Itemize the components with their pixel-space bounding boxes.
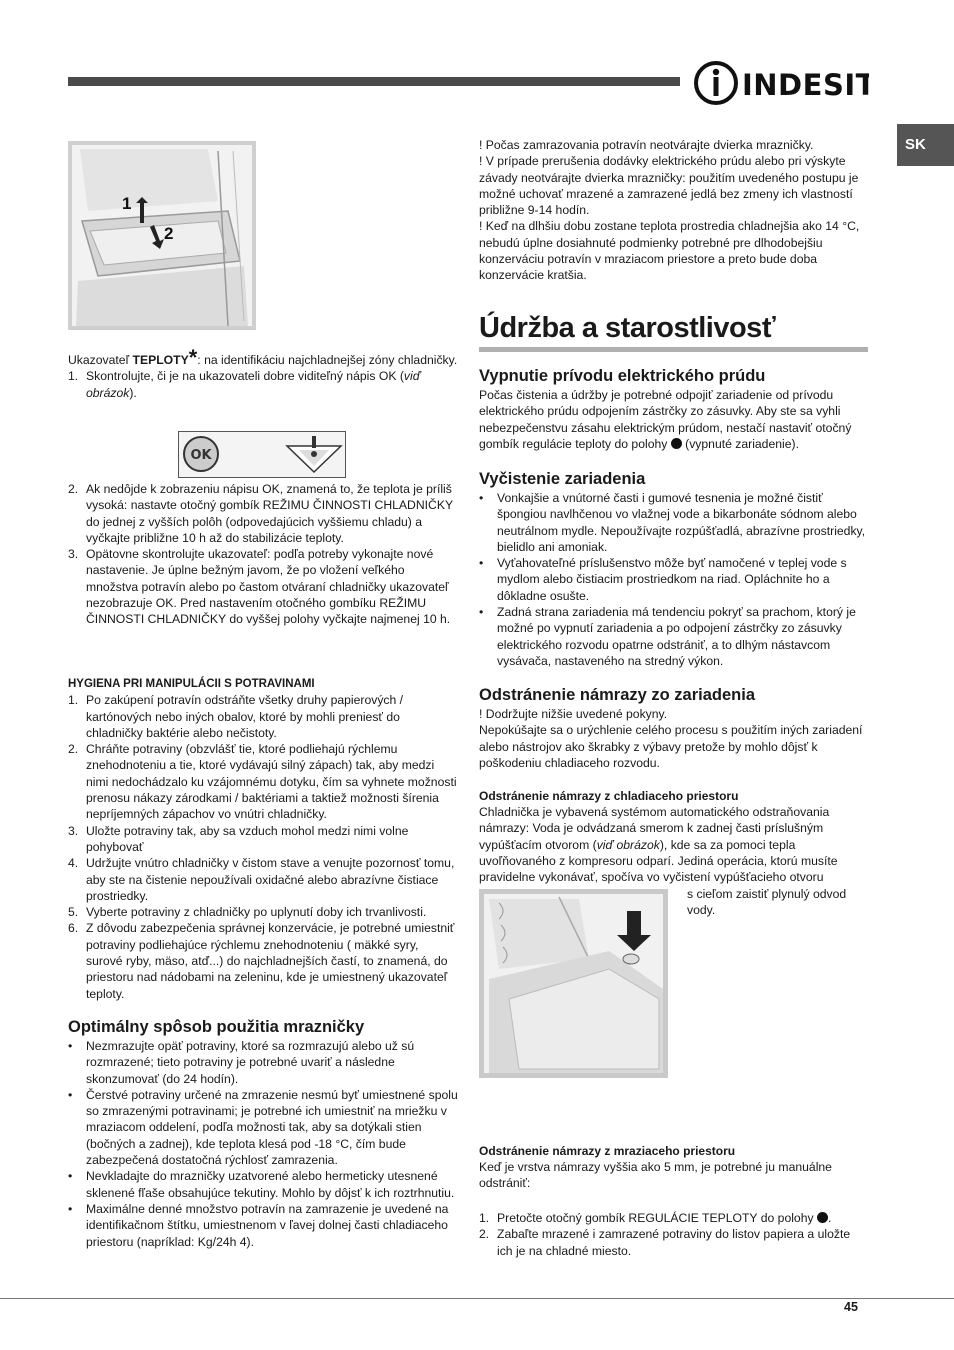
- list-item: • Maximálne denné množstvo potravín na zamrazenie je uvedené na identifikačnom štítku, umiestnenom v ľavej dolnej časti chladiaceho priestoru (napríklad: Kg/24h 4).: [68, 1201, 449, 1249]
- freezer-defrost-title: Odstránenie námrazy z mraziaceho priestoru: [479, 1144, 736, 1158]
- page-number: 45: [844, 1300, 858, 1314]
- list-item: 1. Pretočte otočný gombík REGULÁCIE TEPLOTY do polohy .: [479, 1211, 832, 1225]
- shelf-figure: [68, 141, 256, 330]
- list-item: • Nevkladajte do mrazničky uzatvorené alebo hermeticky utesnené sklenené fľaše obsahujúce tekutiny. Mohlo by dôjsť k ich roztrhnutiu.: [68, 1169, 455, 1200]
- language-tab: SK: [897, 124, 954, 166]
- list-item: • Nezmrazujte opäť potraviny, ktoré sa rozmrazujú alebo už sú rozmrazené; tieto potraviny je potrebné uvariť a následne skonzumovať (do 24 hodín).: [68, 1039, 415, 1086]
- list-item: • Vyťahovateľné príslušenstvo môže byť namočené v teplej vode s mydlom alebo čistiacim prostriedkom na riad. Opláchnite ho a dôkladne osušte.: [479, 556, 847, 603]
- figure-label-1: 1: [122, 194, 132, 213]
- off-position-icon: [817, 1212, 828, 1223]
- ok-label: OK: [190, 448, 212, 463]
- list-item: 3. Uložte potraviny tak, aby sa vzduch mohol medzi nimi volne pohybovať: [68, 823, 409, 854]
- hygiene-section: [68, 676, 458, 1002]
- brand-logo: [694, 60, 869, 106]
- fridge-defrost-text: Chladnička je vybavená systémom automatického odstraňovania námrazy: Voda je odvádzaná smerom k zadnej časti príslušným vypúšťacím otvorom (viď obrázok), kde sa za pomoci tepla uvoľňovaného z kompresoru odparí. Jediná operácia, ktorú musíte pravidelne vykonávať, spočíva vo vyčistení vypúšťacieho otvoru: [479, 805, 838, 885]
- footer-rule: [0, 1298, 954, 1299]
- freezer-defrost-text: Keď je vrstva námrazy vyššia ako 5 mm, je potrebné ju manuálne odstrániť:: [479, 1160, 832, 1191]
- title-rule: [479, 347, 868, 352]
- list-item: • Čerstvé potraviny určené na zmrazenie nesmú byť umiestnené spolu so zmrazenými potravinami; je potrebné ich umiestniť na mriežku v mraziacom oddelení, podľa možnosti tak, aby sa dotýkali stien (bočných a zadnej), kde teplota klesá pod -18 °C, čím bude zabezpečená dostatočná rýchlosť zamrazenia.: [68, 1087, 458, 1168]
- power-off-text: Počas čistenia a údržby je potrebné odpojiť zariadenie od prívodu elektrického prúdu odpojením zástrčky zo zásuvky. Aby ste sa vyhli nebezpečenstvu zásahu elektrickým prúdom, nestačí nastaviť otočný gombík regulácie teploty do polohy (vypnuté zariadenie).: [479, 388, 852, 451]
- list-item: • Zadná strana zariadenia má tendenciu pokryť sa prachom, ktorý je možné po vypnutí zariadenia a po odpojení zástrčky zo zásuvky elektrického rozvodu opatrne odstrániť, a to dlhým nástavcom vysávača, nastaveného na stredný výkon.: [479, 605, 856, 668]
- defrost-intro: ! Dodržujte nižšie uvedené pokyny. Nepokúšajte sa o urýchlenie celého procesu s použitím iných zariadení alebo nástrojov ako škrabky z výbavy pretože by mohlo dôjsť k poškodeniu chladiaceho rozvodu.: [479, 707, 863, 770]
- indicator-steps: [68, 481, 458, 628]
- off-position-icon: [671, 438, 682, 449]
- cleaning-list: [479, 490, 869, 669]
- figure-label-2: 2: [164, 224, 174, 243]
- hygiene-title: HYGIENA PRI MANIPULÁCII S POTRAVINAMI: [68, 678, 315, 690]
- fridge-defrost-title: Odstránenie námrazy z chladiaceho priestoru: [479, 789, 739, 803]
- temperature-indicator-intro: Ukazovateľ TEPLOTY*: na identifikáciu najchladnejšej zóny chladničky. 1. Skontrolujte, či je na ukazovateli dobre viditeľný nápis OK (viď obrázok).: [68, 345, 458, 400]
- list-item: 4. Udržujte vnútro chladničky v čistom stave a venujte pozornosť tomu, aby ste na čistenie nepoužívali oxidačné alebo abrazívne čistiace prostriedky.: [68, 856, 455, 903]
- freezer-usage-title: Optimálny spôsob použitia mrazničky: [68, 1018, 365, 1036]
- list-item: 1. Po zakúpení potravín odstráňte všetky druhy papierových / kartónových nebo iných obalov, ktoré by mohli preniesť do chladničky baktérie alebo nečistoty.: [68, 693, 404, 740]
- list-item: 1. Skontrolujte, či je na ukazovateli dobre viditeľný nápis OK (viď obrázok).: [68, 369, 421, 400]
- freezer-defrost-steps: [479, 1210, 869, 1259]
- list-item: 6. Z dôvodu zabezpečenia správnej konzervácie, je potrebné umiestniť potraviny podliehajúce rýchlemu znehodnoteniu ( mäkké syry, surové ryby, mäso, atď...) do najchladnejších častí, to znamená, do priestoru nad nádobami na zeleninu, kde je umiestnený ukazovateľ teploty.: [68, 921, 455, 1001]
- freezer-usage-list: [68, 1038, 458, 1250]
- page-title: Údržba a starostlivosť: [479, 312, 776, 344]
- list-item: 2. Chráňte potraviny (obzvlášť tie, ktoré podliehajú rýchlemu znehodnoteniu a tie, ktoré vydávajú silný zápach) tak, aby medzi nimi nedochádzalo ku vzájomnému dotyku, čím sa vyhnete možnosti prenosu nákazy zárodkami / baktériami a taktiež možnosti šírenia nepríjemných zápachov vo vnútri chladničky.: [68, 742, 457, 822]
- freezing-notes: ! Počas zamrazovania potravín neotvárajte dvierka mrazničky. ! V prípade prerušenia dodávky elektrického prúdu alebo pri výskyte závady neotvárajte dvierka mrazničky: použitím uvedeného postupu je možné uchovať mrazené a zamrazené jedlá bez zmeny ich vlastností približne 9-14 hodín. ! Keď na dlhšiu dobu zostane teplota prostredia chladnejšia ako 14 °C, nebudú úplne dosiahnuté podmienky potrebné pre dlhodobejšiu konzerváciu potravín v mraziacom priestore a preto bude doba konzervácie kratšia.: [479, 138, 860, 283]
- list-item: 2. Ak nedôjde k zobrazeniu nápisu OK, znamená to, že teplota je príliš vysoká: nastavte otočný gombík REŽIMU ČINNOSTI CHLADNIČKY do jednej z vyšších polôh (odpovedajúcich vyššiemu chladu) a vyčkajte približne 10 h až do stabilizácie teploty.: [68, 482, 453, 545]
- drain-hole-figure: [479, 889, 668, 1078]
- cleaning-title: Vyčistenie zariadenia: [479, 470, 646, 488]
- power-off-title: Vypnutie prívodu elektrického prúdu: [479, 367, 766, 385]
- header-bar: [68, 77, 680, 86]
- brand-name: INDESIT: [742, 68, 869, 102]
- list-item: 3. Opätovne skontrolujte ukazovateľ: podľa potreby vykonajte nové nastavenie. Je úplne bežným javom, že po vložení veľkého množstva potravín alebo po častom otváraní chladničky ukazovateľ nezobrazuje OK. Pred nastavením otočného gombíku REŽIMU ČINNOSTI CHLADNIČKY do vyššej polohy vyčkajte najmenej 10 h.: [68, 547, 451, 627]
- defrost-title: Odstránenie námrazy zo zariadenia: [479, 686, 756, 704]
- list-item: 2. Zabaľte mrazené i zamrazené potraviny do listov papiera a uložte ich je na chladné miesto.: [479, 1227, 851, 1258]
- list-item: • Vonkajšie a vnútorné časti i gumové tesnenia je možné čistiť špongiou navlhčenou vo vlažnej vode a bikarbonáte sódnom alebo neutrálnom mydle. Nepoužívajte rozpúšťadlá, abrazívne prostriedky, bielidlo ani amoniak.: [479, 491, 866, 554]
- list-item: 5. Vyberte potraviny z chladničky po uplynutí doby ich trvanlivosti.: [68, 905, 427, 920]
- fridge-defrost-text-end: s cieľom zaistiť plynulý odvod vody.: [687, 887, 847, 918]
- ok-indicator-figure: [178, 431, 346, 478]
